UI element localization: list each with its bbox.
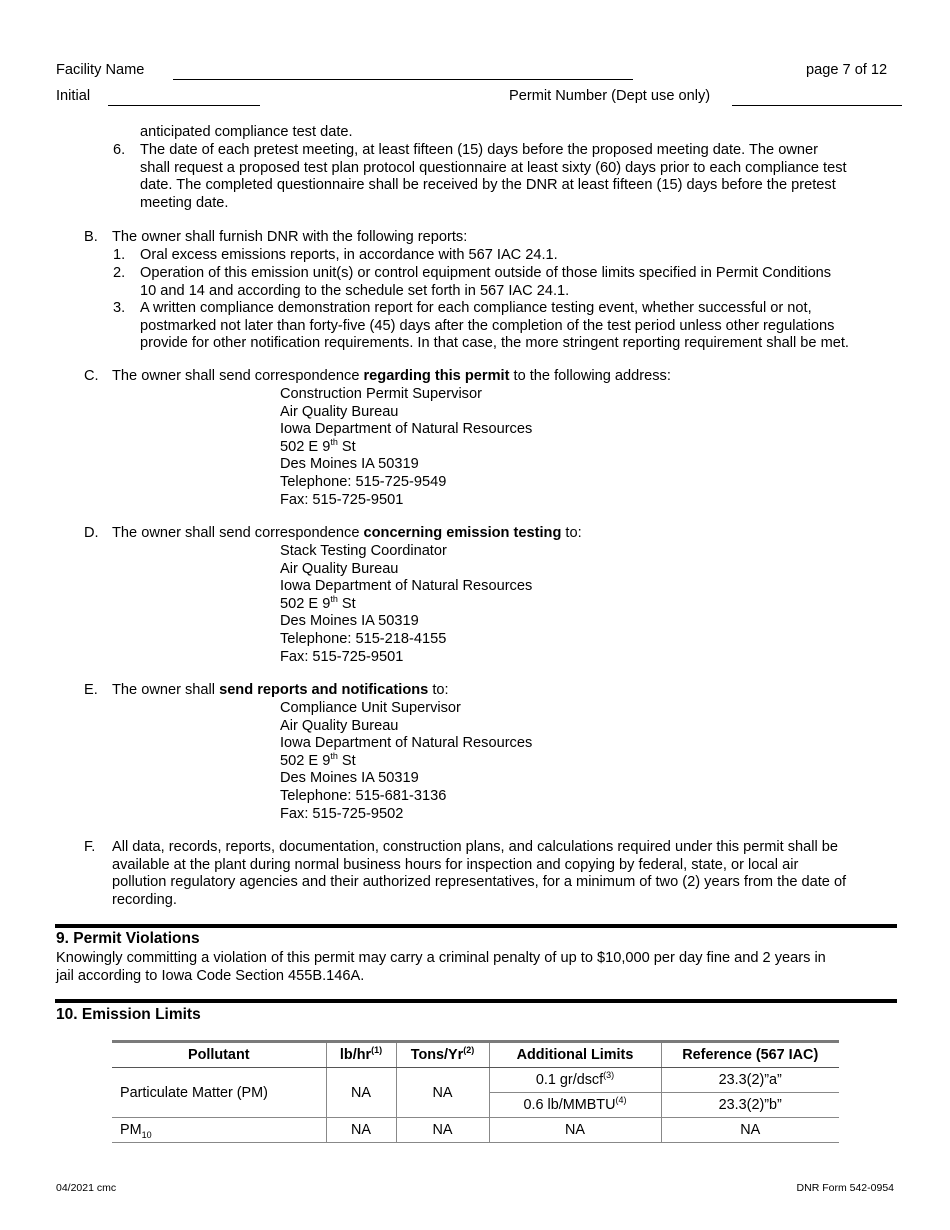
pm-ref-2: 23.3(2)”b” — [661, 1093, 839, 1118]
emission-limits-table — [112, 1040, 839, 1143]
section-b-letter: B. — [84, 229, 98, 245]
section-divider — [55, 924, 897, 928]
b3-number: 3. — [113, 300, 126, 316]
section-f-letter: F. — [84, 839, 96, 855]
permit-number-label: Permit Number (Dept use only) — [509, 88, 711, 104]
table-row — [112, 1068, 839, 1093]
pm-lbhr: NA — [326, 1068, 396, 1118]
col-pollutant: Pollutant — [112, 1042, 326, 1068]
facility-name-field[interactable] — [173, 79, 633, 80]
b3-text: A written compliance demonstration report for each compliance testing event, whether successful or not, postmarked not later than forty-five (45) days after the completion of the test period unless other regulations provide for other notification requirements. In that case, the more stringent reporting requirement shall be met. — [140, 300, 849, 352]
pm10-lbhr: NA — [326, 1118, 396, 1143]
section-c-letter: C. — [84, 368, 99, 384]
col-tons: Tons/Yr$^{(2)}$ — [396, 1042, 489, 1068]
pm10-tons: NA — [396, 1118, 489, 1143]
violations-text: Knowingly committing a violation of this permit may carry a criminal penalty of up to $10,000 per day fine and 2 years in jail according to Iowa Code Section 455B.146A. — [56, 950, 826, 984]
section-b-intro: The owner shall furnish DNR with the following reports: — [112, 229, 468, 245]
footer-left: 04/2021 cmc — [56, 1182, 117, 1194]
col-reference: Reference (567 IAC) — [661, 1042, 839, 1068]
a6-number: 6. — [113, 142, 126, 158]
pm-limit-1: 0.1 gr/dscf$^{(3)}$ — [489, 1068, 661, 1093]
pm-name: Particulate Matter (PM) — [112, 1068, 326, 1118]
address-compliance-unit: Compliance Unit Supervisor Air Quality Bureau Iowa Department of Natural Resources 502 E 9th St Des Moines IA 50319 Telephone: 515-681-3136 Fax: 515-725-9502 — [280, 700, 533, 822]
address-permit-supervisor: Construction Permit Supervisor Air Quality Bureau Iowa Department of Natural Resources 502 E 9th St Des Moines IA 50319 Telephone: 515-725-9549 Fax: 515-725-9501 — [280, 386, 533, 508]
col-additional: Additional Limits — [489, 1042, 661, 1068]
b1-number: 1. — [113, 247, 126, 263]
section-c-text: The owner shall send correspondence regarding this permit to the following address: — [112, 368, 671, 384]
pm-ref-1: 23.3(2)”a” — [661, 1068, 839, 1093]
facility-name-label: Facility Name — [56, 62, 145, 78]
section-f-text: All data, records, reports, documentation, construction plans, and calculations required under this permit shall be available at the plant during normal business hours for inspection and copying by federal, state, or local air pollution regulatory agencies and their authorized representatives, for a minimum of two (2) years from the date of recording. — [112, 839, 847, 909]
pm10-additional: NA — [489, 1118, 661, 1143]
a-continuation: anticipated compliance test date. — [140, 124, 353, 140]
b1-text: Oral excess emissions reports, in accordance with 567 IAC 24.1. — [140, 247, 558, 263]
table-header-row — [112, 1042, 839, 1068]
initial-label: Initial — [56, 88, 91, 104]
pm-tons: NA — [396, 1068, 489, 1118]
permit-number-field[interactable] — [732, 105, 902, 106]
section-d-letter: D. — [84, 525, 99, 541]
section-e-letter: E. — [84, 682, 98, 698]
page-number: page 7 of 12 — [806, 62, 888, 78]
section-d-text: The owner shall send correspondence concerning emission testing to: — [112, 525, 582, 541]
pm-limit-2: 0.6 lb/MMBTU$^{(4)}$ — [489, 1093, 661, 1118]
address-stack-testing: Stack Testing Coordinator Air Quality Bureau Iowa Department of Natural Resources 502 E 9th St Des Moines IA 50319 Telephone: 515-218-4155 Fax: 515-725-9501 — [280, 543, 533, 665]
emission-heading: 10. Emission Limits — [56, 1006, 201, 1023]
initial-field[interactable] — [108, 105, 260, 106]
col-lbhr: $lb/hr^{(1)}$ — [326, 1042, 396, 1068]
pm10-reference: NA — [661, 1118, 839, 1143]
section-divider — [55, 999, 897, 1003]
violations-heading: 9. Permit Violations — [56, 930, 200, 947]
section-e-text: The owner shall send reports and notifications to: — [112, 682, 449, 698]
table-row — [112, 1118, 839, 1143]
b2-number: 2. — [113, 265, 126, 281]
a6-text: The date of each pretest meeting, at least fifteen (15) days before the proposed meeting date. The owner shall request a proposed test plan protocol questionnaire at least sixty (60) days prior to each compliance test date. The completed questionnaire shall be received by the DNR at least fifteen (15) days before the pretest meeting date. — [140, 142, 847, 212]
footer-form-number: DNR Form 542-0954 — [796, 1182, 894, 1194]
pm10-name: $PM_{10}$ — [112, 1118, 326, 1143]
b2-text: Operation of this emission unit(s) or control equipment outside of those limits specified in Permit Conditions 10 and 14 and according to the schedule set forth in 567 IAC 24.1. — [140, 265, 832, 299]
